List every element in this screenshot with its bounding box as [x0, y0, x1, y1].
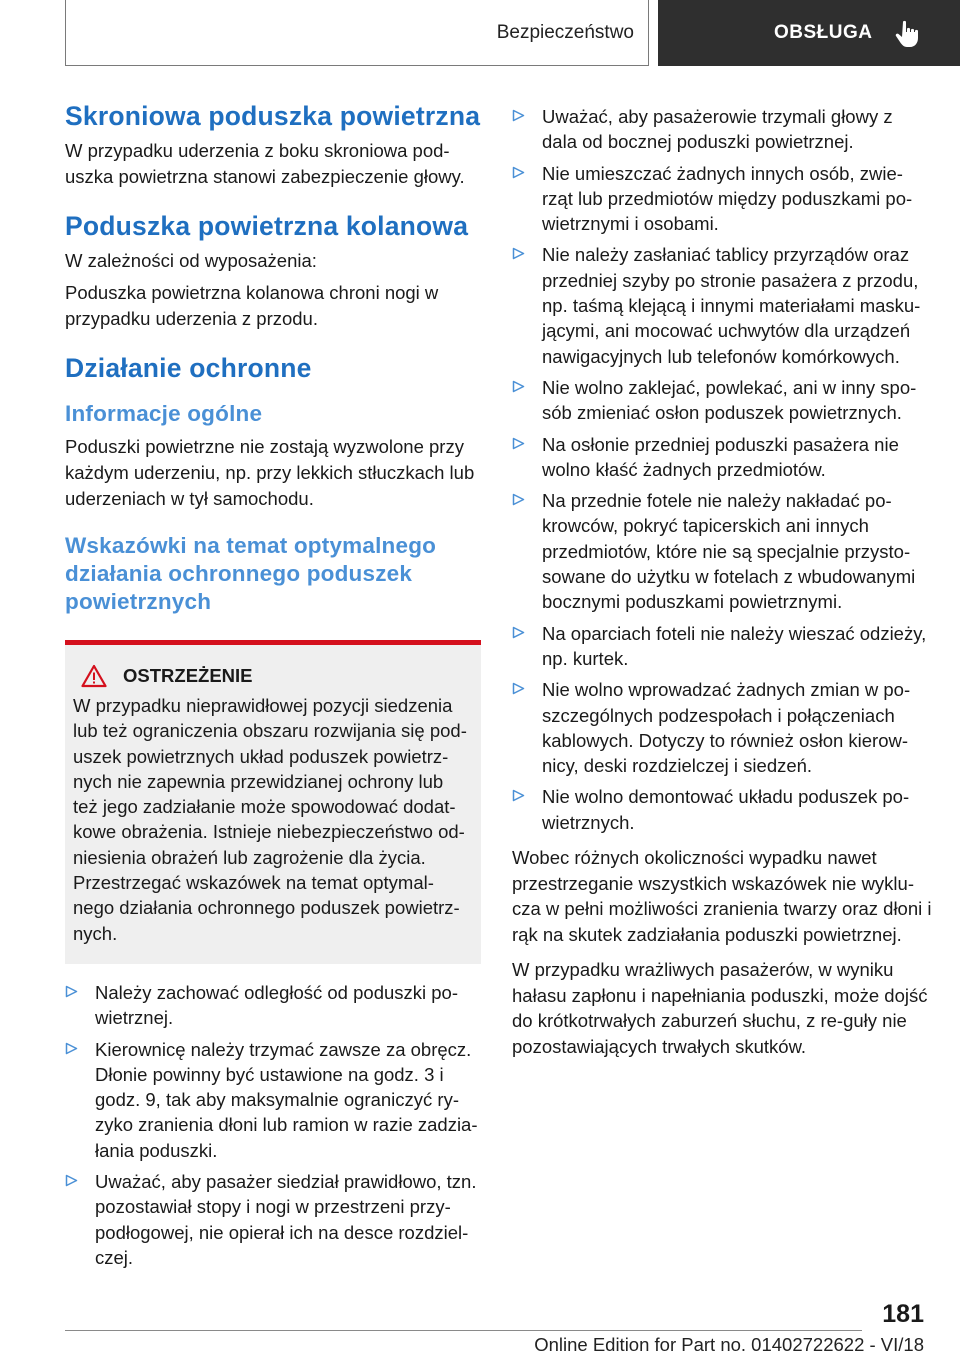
list-item — [65, 1169, 481, 1270]
paragraph-sensitive-passengers: W przypadku wrażliwych pasażerów, w wyniku hałasu zapłonu i napełniania poduszki, może dojść do krótkotrwałych zaburzeń słuchu, z re-guły nie pozostawiających trwałych skutków. — [512, 959, 928, 1057]
pointing-hand-icon — [895, 20, 921, 50]
header-chapter-tab — [658, 0, 960, 66]
header-chapter-label: OBSŁUGA — [774, 22, 873, 43]
list-item — [512, 432, 932, 483]
warning-text: W przypadku nieprawidłowej pozycji siedzenia lub też ograniczenia obszaru rozwijania się pod-uszek powietrznych układ poduszek powietrz-nych nie zapewnia przewidzianej ochrony lub też jego zadziałanie może spowodować dodat-kowe obrażenia. Istnieje niebezpieczeństwo od-niesienia obrażeń lub zagrożenie dla życia. Przestrzegać wskazówek na temat optymal-nego działania ochronnego poduszek powietrz-nych. — [73, 695, 467, 944]
warning-title: OSTRZEŻENIE — [123, 665, 253, 686]
paragraph-knee-equipment: W zależności od wyposażenia: — [65, 250, 317, 271]
triangle-bullet-icon — [512, 682, 525, 695]
list-item — [512, 677, 932, 778]
heading-optimal-protection: Wskazówki na temat optymalnego działania ochronnego poduszek powietrznych — [65, 533, 437, 614]
triangle-bullet-icon — [512, 247, 525, 260]
triangle-bullet-icon — [65, 1042, 78, 1055]
list-item — [512, 784, 932, 835]
list-item — [512, 242, 932, 368]
list-item-text: Kierownicę należy trzymać zawsze za obręcz. Dłonie powinny być ustawione na godz. 3 i godz. 9, tak aby maksymalnie ograniczyć ry-zyko zranienia dłoni lub ramion w razie zadzia-łania poduszki. — [95, 1038, 478, 1161]
heading-protective-action: Działanie ochronne — [65, 353, 312, 383]
paragraph-accident-circumstances: Wobec różnych okoliczności wypadku nawet przestrzeganie wszystkich wskazówek nie wyklu-cza w pełni możliwości zranienia twarzy oraz dłoni i rąk na skutek zadziałania poduszki powietrznej. — [512, 847, 932, 945]
list-item-text: Nie wolno zaklejać, powlekać, ani w inny spo-sób zmieniać osłon poduszek powietrznych. — [542, 376, 917, 424]
triangle-bullet-icon — [65, 1174, 78, 1187]
warning-box — [65, 640, 481, 964]
list-item — [512, 375, 932, 426]
triangle-bullet-icon — [512, 166, 525, 179]
triangle-bullet-icon — [512, 493, 525, 506]
triangle-bullet-icon — [512, 789, 525, 802]
paragraph-side-airbag: W przypadku uderzenia z boku skroniowa pod-uszka powietrzna stanowi zabezpieczenie głowy. — [65, 140, 465, 187]
triangle-bullet-icon — [512, 437, 525, 450]
triangle-bullet-icon — [512, 380, 525, 393]
list-item-text: Nie umieszczać żadnych innych osób, zwie-rząt lub przedmiotów między poduszkami po-wietrznymi i osobami. — [542, 162, 913, 235]
list-item-text: Na oparciach foteli nie należy wieszać odzieży, np. kurtek. — [542, 622, 927, 669]
page-number: 181 — [882, 1300, 924, 1328]
footer-edition: Online Edition for Part no. 01402722622 - VI/18 — [534, 1334, 924, 1355]
list-item — [512, 488, 932, 614]
list-item-text: Należy zachować odległość od poduszki po-wietrznej. — [95, 981, 459, 1029]
list-item-text: Uważać, aby pasażerowie trzymali głowy z dala od bocznej poduszki powietrznej. — [542, 106, 893, 153]
header-section-label: Bezpieczeństwo — [496, 21, 634, 43]
triangle-bullet-icon — [512, 109, 525, 122]
list-item-text: Nie wolno demontować układu poduszek po-wietrznych. — [542, 786, 910, 833]
paragraph-general-info: Poduszki powietrzne nie zostają wyzwolone przy każdym uderzeniu, np. przy lekkich stłuczkach lub uderzeniach w tył samochodu. — [65, 436, 475, 509]
list-item-text: Nie wolno wprowadzać żadnych zmian w po-szczególnych podzespołach i połączeniach kablowych. Dotyczy to również osłon kierow-nicy, deski rozdzielczej i siedzeń. — [542, 679, 911, 777]
list-item — [512, 104, 932, 155]
left-bullet-list — [65, 980, 481, 1270]
footer-divider — [65, 1330, 862, 1331]
list-item-text: Na osłonie przedniej poduszki pasażera nie wolno kłaść żadnych przedmiotów. — [542, 433, 899, 480]
right-bullet-list — [512, 104, 932, 835]
list-item-text: Na przednie fotele nie należy nakładać po-krowców, pokryć tapicerskich ani innych przedmiotów, które nie są specjalnie przysto-sowane do użytku w fotelach z wbudowanymi bocznymi poduszkami powietrznymi. — [542, 490, 916, 613]
list-item — [65, 1037, 481, 1163]
heading-knee-airbag: Poduszka powietrzna kolanowa — [65, 211, 469, 241]
right-column — [512, 100, 932, 1059]
warning-header — [73, 663, 473, 689]
heading-general-info: Informacje ogólne — [65, 401, 263, 426]
list-item — [512, 621, 932, 672]
paragraph-knee-airbag: Poduszka powietrzna kolanowa chroni nogi w przypadku uderzenia z przodu. — [65, 282, 439, 329]
header-section-tab — [65, 0, 649, 66]
list-item — [65, 980, 481, 1031]
warning-triangle-icon — [81, 664, 107, 688]
triangle-bullet-icon — [512, 626, 525, 639]
heading-side-airbag: Skroniowa poduszka powietrzna — [65, 101, 481, 131]
list-item-text: Nie należy zasłaniać tablicy przyrządów oraz przedniej szyby po stronie pasażera z przodu, np. taśmą klejącą i innymi materiałami masku-jącymi, ani mocować uchwytów dla urządzeń nawigacyjnych lub telefonów komórkowych. — [542, 244, 921, 367]
triangle-bullet-icon — [65, 985, 78, 998]
list-item — [512, 161, 932, 237]
list-item-text: Uważać, aby pasażer siedział prawidłowo, tzn. pozostawiał stopy i nogi w przestrzeni przy-podłogowej, nie opierał ich na desce rozdziel-czej. — [95, 1171, 477, 1268]
left-column — [65, 100, 481, 1270]
